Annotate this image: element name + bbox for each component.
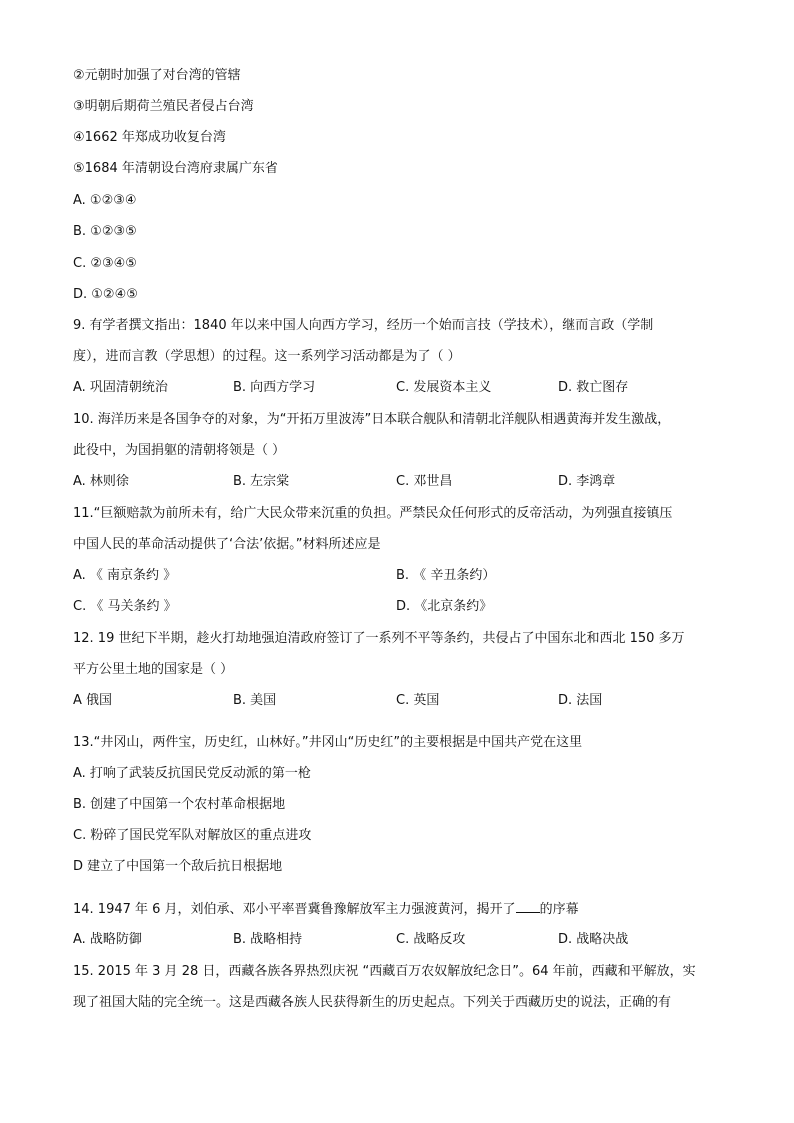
- q12-stem-line-1: 12. 19 世纪下半期，趁火打劫地强迫清政府签订了一系列不平等条约，共侵占了中国东北和西北 150 多万: [73, 631, 685, 646]
- q15-stem-line-2: 现了祖国大陆的完全统一。这是西藏各族人民获得新生的历史起点。下列关于西藏历史的说法，正确的有: [73, 995, 672, 1010]
- q14-stem-before: 14. 1947 年 6 月，刘伯承、邓小平率晋冀鲁豫解放军主力强渡黄河，揭开了: [73, 902, 516, 917]
- q8-option-b: B. ①②③⑤: [73, 224, 137, 239]
- q13-option-b: B. 创建了中国第一个农村革命根据地: [73, 797, 286, 812]
- q11-stem-line-1: 11.“巨额赔款为前所未有，给广大民众带来沉重的负担。严禁民众任何形式的反帝活动，为列强直接镇压: [73, 506, 673, 521]
- q9-option-a: A. 巩固清朝统治: [73, 380, 168, 395]
- q10-option-b: B. 左宗棠: [233, 474, 290, 489]
- q14-stem: [73, 900, 579, 919]
- q11-stem-line-2: 中国人民的革命活动提供了‘合法’依据。”材料所述应是: [73, 537, 381, 552]
- q13-option-a: A. 打响了武装反抗国民党反动派的第一枪: [73, 766, 311, 781]
- q8-option-d: D. ①②④⑤: [73, 287, 138, 302]
- q14-option-b: B. 战略相持: [233, 932, 303, 947]
- q9-option-c: C. 发展资本主义: [396, 380, 492, 395]
- answer-blank: [516, 900, 540, 913]
- q12-option-c: C. 英国: [396, 693, 440, 708]
- q15-stem-line-1: 15. 2015 年 3 月 28 日，西藏各族各界热烈庆祝 “西藏百万农奴解放纪念日”。64 年前，西藏和平解放，实: [73, 964, 696, 979]
- q12-option-b: B. 美国: [233, 693, 277, 708]
- q11-option-b: B. 《 辛丑条约）: [396, 568, 496, 583]
- q10-option-d: D. 李鸿章: [558, 474, 616, 489]
- q10-option-a: A. 林则徐: [73, 474, 129, 489]
- q12-option-a: A 俄国: [73, 693, 113, 708]
- list-item: ⑤1684 年清朝设台湾府隶属广东省: [73, 161, 278, 176]
- q11-option-c: C. 《 马关条约 》: [73, 599, 177, 614]
- q9-stem-line-1: 9. 有学者撰文指出：1840 年以来中国人向西方学习，经历一个始而言技（学技术），继而言政（学制: [73, 318, 654, 333]
- q10-stem-line-1: 10. 海洋历来是各国争夺的对象，为“开拓万里波涛”日本联合舰队和清朝北洋舰队相遇黄海并发生激战，: [73, 412, 671, 427]
- q9-stem-line-2: 度），进而言教（学思想）的过程。这一系列学习活动都是为了（ ）: [73, 349, 461, 364]
- q8-option-c: C. ②③④⑤: [73, 256, 137, 271]
- q14-option-a: A. 战略防御: [73, 932, 142, 947]
- list-item: ③明朝后期荷兰殖民者侵占台湾: [73, 99, 254, 114]
- q8-option-a: A. ①②③④: [73, 193, 137, 208]
- q9-option-d: D. 救亡图存: [558, 380, 629, 395]
- q10-stem-line-2: 此役中，为国捐躯的清朝将领是（ ）: [73, 443, 286, 458]
- q12-stem-line-2: 平方公里土地的国家是（ ）: [73, 662, 234, 677]
- q12-option-d: D. 法国: [558, 693, 603, 708]
- q13-option-d: D 建立了中国第一个敌后抗日根据地: [73, 859, 283, 874]
- q11-option-d: D. 《北京条约》: [396, 599, 493, 614]
- q13-stem: 13.“井冈山，两件宝，历史红，山林好。”井冈山“历史红”的主要根据是中国共产党在这里: [73, 735, 583, 750]
- q13-option-c: C. 粉碎了国民党军队对解放区的重点进攻: [73, 828, 312, 843]
- q9-option-b: B. 向西方学习: [233, 380, 316, 395]
- q14-stem-after: 的序幕: [539, 902, 579, 917]
- list-item: ④1662 年郑成功收复台湾: [73, 130, 226, 145]
- list-item: ②元朝时加强了对台湾的管辖: [73, 68, 241, 83]
- q14-option-c: C. 战略反攻: [396, 932, 466, 947]
- q10-option-c: C. 邓世昌: [396, 474, 453, 489]
- q14-option-d: D. 战略决战: [558, 932, 629, 947]
- q11-option-a: A. 《 南京条约 》: [73, 568, 177, 583]
